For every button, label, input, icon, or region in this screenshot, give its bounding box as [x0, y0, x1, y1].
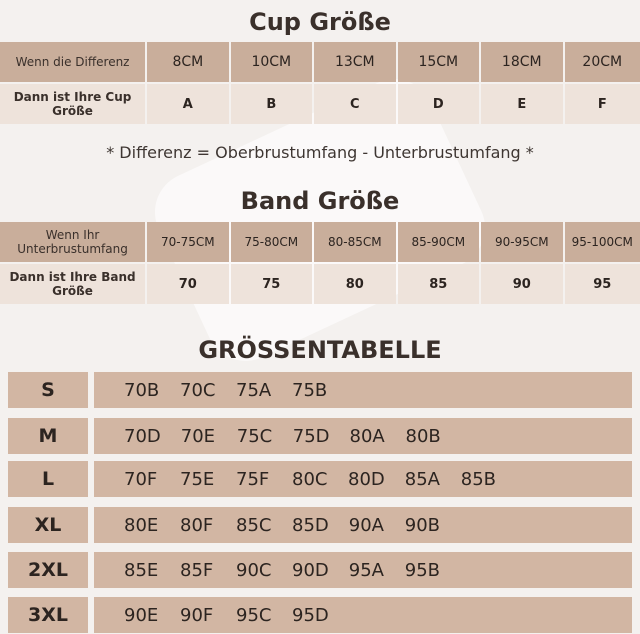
cup-diff-cell: 15CM	[398, 42, 479, 82]
size-value: 75A	[236, 379, 272, 401]
cup-size-cell: B	[231, 84, 312, 124]
size-value: 90A	[348, 514, 384, 536]
difference-note: * Differenz = Oberbrustumfang - Unterbrustumfang *	[106, 143, 534, 162]
cup-diff-cell: 20CM	[565, 42, 640, 82]
size-label: S	[8, 372, 88, 408]
band-size-cell: 95	[565, 264, 640, 304]
size-value: 95A	[348, 559, 384, 581]
size-value: 70C	[180, 379, 216, 401]
size-value: 95D	[292, 604, 329, 626]
cup-size-cell: F	[565, 84, 640, 124]
cup-title: Cup Größe	[249, 8, 391, 36]
size-label: XL	[8, 507, 88, 543]
band-row1-label: Wenn Ihr Unterbrustumfang	[0, 222, 145, 262]
cup-size-cell: A	[147, 84, 228, 124]
band-range-cell: 75-80CM	[231, 222, 312, 262]
band-row2-label: Dann ist Ihre Band Größe	[0, 264, 145, 304]
size-values	[94, 461, 632, 497]
size-label: 2XL	[8, 552, 88, 588]
band-range-cell: 85-90CM	[398, 222, 479, 262]
band-range-row	[0, 222, 640, 262]
size-value: 85A	[404, 468, 440, 490]
size-value: 70D	[124, 425, 161, 447]
size-value: 95B	[404, 559, 441, 581]
cup-diff-cell: 13CM	[314, 42, 395, 82]
size-row	[8, 507, 632, 543]
band-size-cell: 80	[314, 264, 395, 304]
cup-diff-cell: 18CM	[481, 42, 562, 82]
size-value: 95C	[236, 604, 272, 626]
band-range-cell: 90-95CM	[481, 222, 562, 262]
band-size-cell: 75	[231, 264, 312, 304]
size-values	[94, 552, 632, 588]
size-row	[8, 461, 632, 497]
size-value: 75F	[236, 468, 270, 490]
size-value: 90C	[236, 559, 272, 581]
band-size-cell: 85	[398, 264, 479, 304]
size-value: 70B	[124, 379, 160, 401]
cup-size-row	[0, 84, 640, 124]
band-size-row	[0, 264, 640, 304]
size-value: 70F	[124, 468, 158, 490]
size-values	[94, 507, 632, 543]
size-values	[94, 418, 632, 454]
cup-size-cell: E	[481, 84, 562, 124]
size-value: 80A	[349, 425, 385, 447]
size-value: 90B	[404, 514, 441, 536]
size-label: 3XL	[8, 597, 88, 633]
cup-diff-cell: 8CM	[147, 42, 228, 82]
band-range-cell: 80-85CM	[314, 222, 395, 262]
size-value: 80F	[180, 514, 214, 536]
size-value: 75D	[292, 425, 330, 447]
cup-size-cell: D	[398, 84, 479, 124]
band-range-cell: 95-100CM	[565, 222, 640, 262]
cup-diff-row	[0, 42, 640, 82]
size-label: M	[8, 418, 88, 454]
cup-row2-label: Dann ist Ihre Cup Größe	[0, 84, 145, 124]
band-range-cell: 70-75CM	[147, 222, 228, 262]
size-value: 85F	[180, 559, 214, 581]
cup-row1-label: Wenn die Differenz	[0, 42, 145, 82]
size-label: L	[8, 461, 88, 497]
cup-diff-cell: 10CM	[231, 42, 312, 82]
size-value: 80B	[405, 425, 441, 447]
size-value: 85E	[124, 559, 159, 581]
size-values	[94, 372, 632, 408]
band-size-cell: 70	[147, 264, 228, 304]
size-row	[8, 372, 632, 408]
size-value: 80E	[124, 514, 159, 536]
size-value: 85B	[460, 468, 497, 490]
size-chart-title: GRÖSSENTABELLE	[198, 336, 442, 364]
size-value: 85D	[292, 514, 329, 536]
size-value: 75E	[180, 468, 215, 490]
size-value: 75C	[236, 425, 273, 447]
size-value: 80D	[348, 468, 385, 490]
size-row	[8, 597, 632, 633]
size-value: 90D	[292, 559, 329, 581]
cup-size-cell: C	[314, 84, 395, 124]
size-value: 70E	[180, 425, 216, 447]
size-value: 80C	[292, 468, 328, 490]
size-value: 90E	[124, 604, 159, 626]
band-title: Band Größe	[240, 187, 400, 215]
band-size-cell: 90	[481, 264, 562, 304]
size-row	[8, 552, 632, 588]
size-value: 75B	[292, 379, 328, 401]
size-row	[8, 418, 632, 454]
size-value: 90F	[180, 604, 214, 626]
size-values	[94, 597, 632, 633]
size-value: 85C	[236, 514, 272, 536]
